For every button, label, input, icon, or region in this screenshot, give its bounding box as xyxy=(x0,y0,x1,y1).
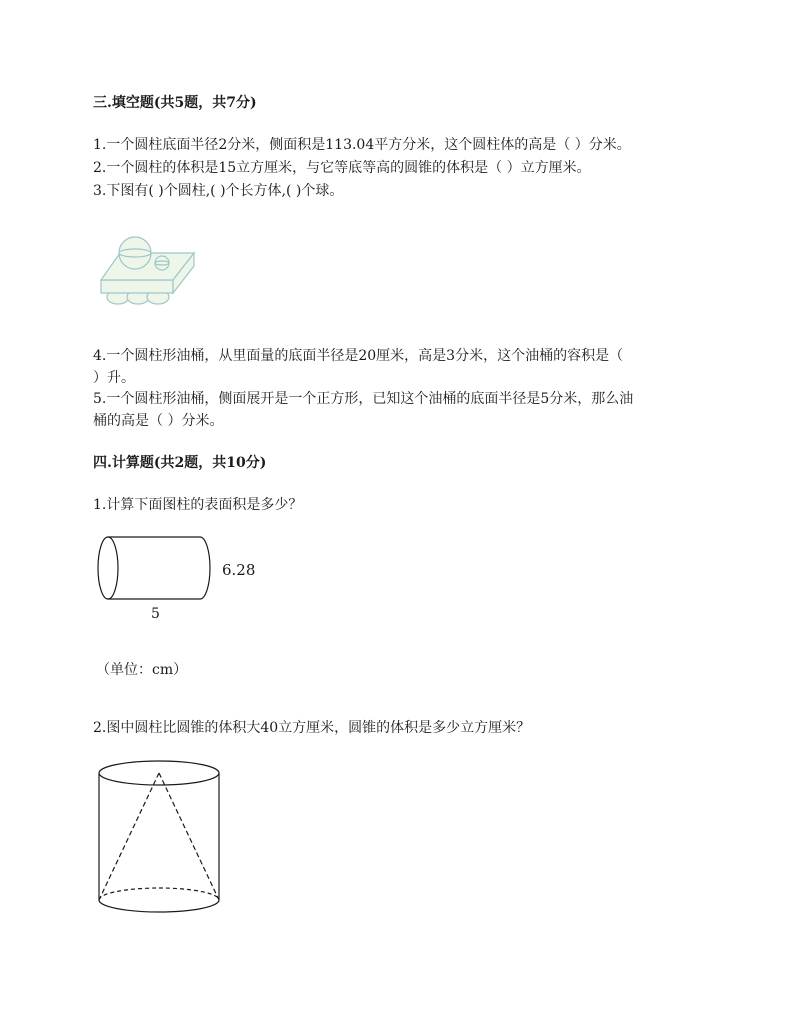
question-3-3: 3.下图有( )个圆柱,( )个长方体,( )个球。 xyxy=(93,183,344,199)
cylinder-bottom-back xyxy=(99,888,219,900)
section-3-heading: 三.填空题(共5题，共7分) xyxy=(93,95,257,111)
cylinder-right-end xyxy=(200,537,210,599)
question-3-2: 2.一个圆柱的体积是15立方厘米，与它等底等高的圆锥的体积是（ ）立方厘米。 xyxy=(93,160,591,176)
cone-right-edge xyxy=(159,773,219,900)
question-3-5-line1: 5.一个圆柱形油桶，侧面展开是一个正方形，已知这个油桶的底面半径是5分米，那么油 xyxy=(93,391,634,407)
section-4-heading: 四.计算题(共2题，共10分) xyxy=(93,455,267,471)
cylinder-left-end xyxy=(98,537,118,599)
question-3-4-line2: ）升。 xyxy=(93,370,135,386)
question-3-1: 1.一个圆柱底面半径2分米，侧面积是113.04平方分米，这个圆柱体的高是（ ）分米。 xyxy=(93,137,631,153)
cylinder-bottom-front xyxy=(99,900,219,912)
question-4-2: 2.图中圆柱比圆锥的体积大40立方厘米，圆锥的体积是多少立方厘米？ xyxy=(93,720,531,736)
shapes-figure xyxy=(98,236,198,308)
question-3-5-line2: 桶的高是（ ）分米。 xyxy=(93,413,224,429)
sphere-small xyxy=(155,256,169,270)
question-3-4-line1: 4.一个圆柱形油桶，从里面量的底面半径是20厘米，高是3分米，这个油桶的容积是（ xyxy=(93,348,624,364)
horizontal-cylinder-figure xyxy=(96,534,216,604)
cone-left-edge xyxy=(99,773,159,900)
cylinder-length-label: 5 xyxy=(151,606,160,622)
cylinder-cone-figure xyxy=(96,758,226,918)
unit-label: （单位：cm） xyxy=(96,662,188,678)
cylinder-height-label: 6.28 xyxy=(222,561,256,579)
sphere-large xyxy=(119,237,151,269)
box-front-face xyxy=(101,280,173,293)
question-4-1: 1.计算下面图柱的表面积是多少？ xyxy=(93,497,303,513)
